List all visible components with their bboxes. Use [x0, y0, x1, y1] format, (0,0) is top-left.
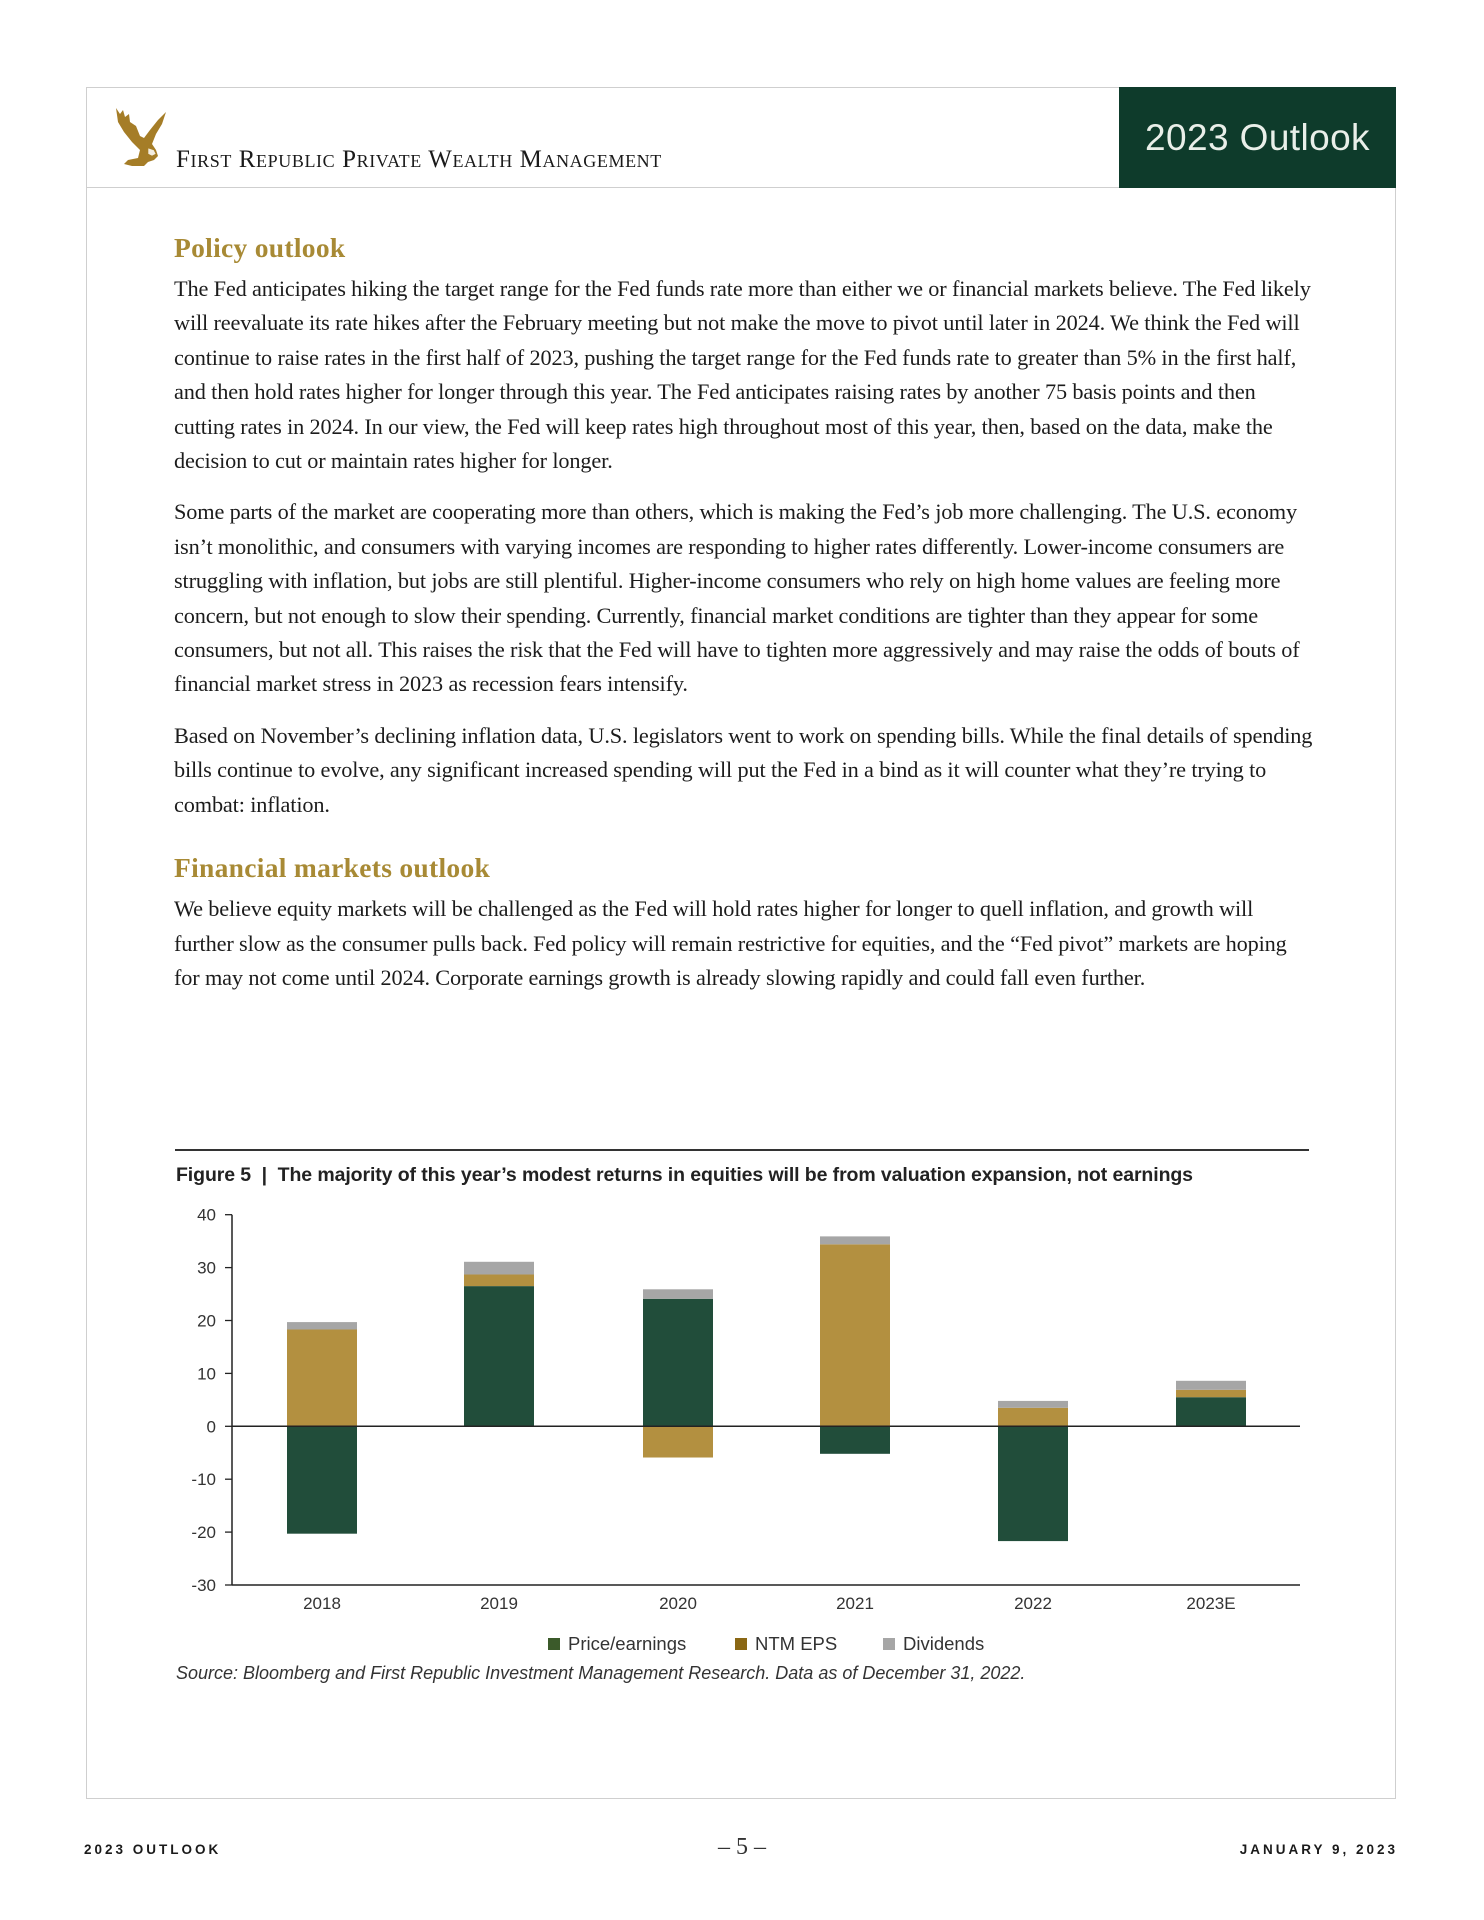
brand-name: First Republic Private Wealth Management — [176, 146, 662, 173]
y-tick-label: -20 — [191, 1523, 216, 1543]
section-heading-policy: Policy outlook — [174, 232, 346, 263]
x-tick-label: 2019 — [480, 1594, 518, 1613]
figure-divider — [175, 1149, 1309, 1151]
page-number: – 5 – — [718, 1834, 766, 1860]
header-divider — [86, 187, 1120, 188]
footer-doc-title: 2023 OUTLOOK — [84, 1842, 222, 1857]
y-tick-label: 10 — [197, 1364, 216, 1384]
legend-label: Price/earnings — [568, 1633, 687, 1654]
paragraph: We believe equity markets will be challenged as the Fed will hold rates higher for longer to quell inflation, and growth will further slow as the consumer pulls back. Fed policy will remain restrictive for equities, and the “Fed pivot” markets are hoping for may not come until 2024. Corporate earnings growth is already slowing rapidly and could fall even further. — [174, 896, 1287, 990]
x-tick-label: 2018 — [303, 1594, 341, 1613]
y-tick-label: -10 — [191, 1470, 216, 1490]
figure-source: Source: Bloomberg and First Republic Investment Management Research. Data as of December 31, 2022. — [176, 1663, 1026, 1683]
legend-swatch — [735, 1638, 747, 1650]
legend-label: Dividends — [903, 1633, 985, 1654]
legend-item-ntm-eps — [735, 1633, 837, 1655]
y-tick-label: 0 — [206, 1417, 216, 1437]
article-body — [174, 228, 1314, 1012]
paragraph: Based on November’s declining inflation data, U.S. legislators went to work on spending bills. While the final details of spending bills continue to evolve, any significant increased spending will put the Fed in a bind as it will counter what they’re trying to combat: inflation. — [174, 722, 1313, 817]
eagle-logo-icon — [110, 104, 174, 170]
y-tick-label: 30 — [197, 1258, 216, 1278]
section-heading-financial-markets: Financial markets outlook — [174, 852, 491, 884]
chart-legend — [0, 1633, 1484, 1657]
legend-swatch — [883, 1638, 895, 1650]
x-tick-label: 2023E — [1186, 1594, 1236, 1613]
y-tick-label: 40 — [197, 1205, 216, 1225]
legend-label: NTM EPS — [755, 1633, 838, 1654]
outlook-badge: 2023 Outlook — [1119, 87, 1396, 188]
y-tick-label: 20 — [197, 1311, 216, 1331]
figure-title: Figure 5 | The majority of this year’s modest returns in equities will be from valuation expansion, not earnings — [176, 1164, 1193, 1186]
legend-swatch — [548, 1638, 560, 1650]
y-tick-label: -30 — [191, 1576, 216, 1595]
footer-date: JANUARY 9, 2023 — [1239, 1842, 1398, 1857]
x-tick-label: 2020 — [659, 1594, 697, 1613]
x-tick-label: 2022 — [1014, 1594, 1052, 1613]
legend-item-dividends — [883, 1633, 984, 1655]
x-tick-label: 2021 — [836, 1594, 874, 1613]
paragraph: Some parts of the market are cooperating more than others, which is making the Fed’s job more challenging. The U.S. economy isn’t monolithic, and consumers with varying incomes are responding to higher rates differently. Lower-income consumers are struggling with inflation, but jobs are still plentiful. Higher-income consumers who rely on high home values are feeling more concern, but not enough to slow their spending. Currently, financial market conditions are tighter than they appear for some consumers, but not all. This raises the risk that the Fed will have to tighten more aggressively and may raise the odds of bouts of financial market stress in 2023 as recession fears intensify. — [174, 499, 1300, 697]
legend-item-price-earnings — [548, 1633, 686, 1655]
paragraph: The Fed anticipates hiking the target range for the Fed funds rate more than either we or financial markets believe. The Fed likely will reevaluate its rate hikes after the February meeting but not make the move to pivot until later in 2024. We think the Fed will continue to raise rates in the first half of 2023, pushing the target range for the Fed funds rate to greater than 5% in the first half, and then hold rates higher for longer through this year. The Fed anticipates raising rates by another 75 basis points and then cutting rates in 2024. In our view, the Fed will keep rates high throughout most of this year, then, based on the data, make the decision to cut or maintain rates higher for longer. — [174, 276, 1311, 474]
